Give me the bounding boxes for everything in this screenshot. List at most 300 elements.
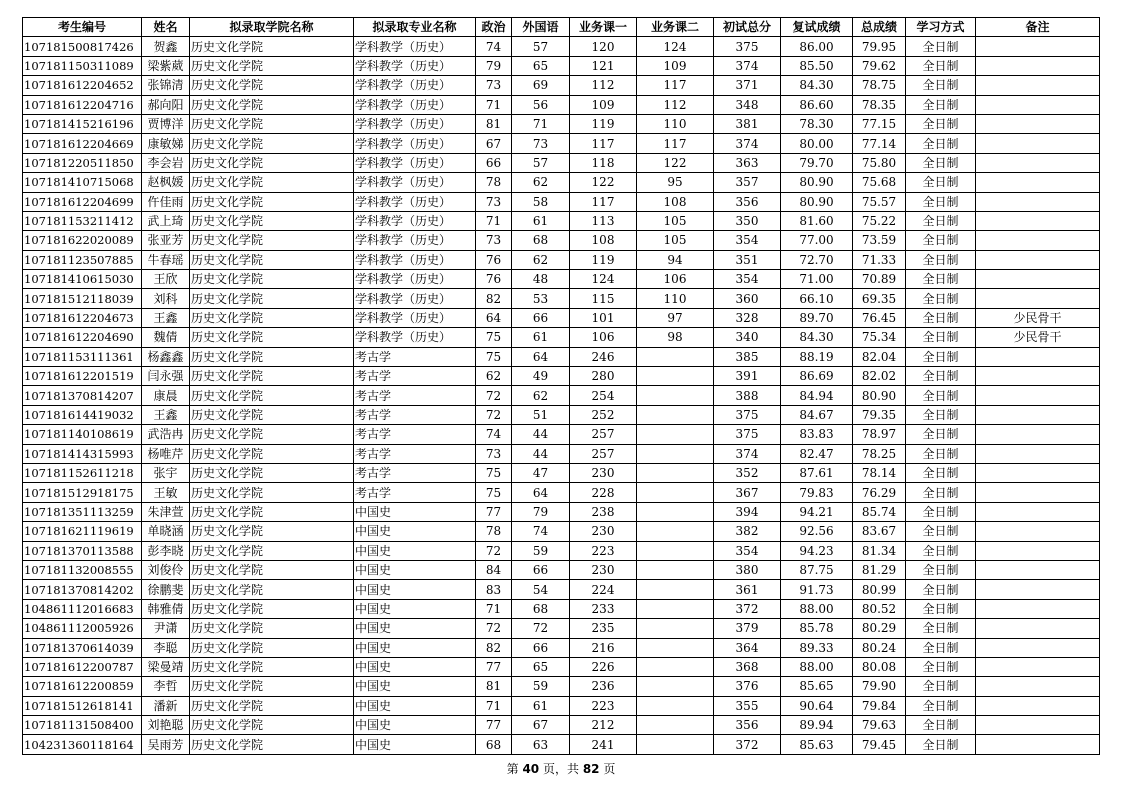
cell-study-mode: 全日制 (906, 173, 976, 192)
cell-remarks (976, 134, 1100, 153)
cell-initial-total: 374 (714, 56, 781, 75)
cell-major: 考古学 (354, 367, 476, 386)
table-row (23, 270, 1100, 289)
admission-table (22, 17, 1100, 755)
table-row (23, 347, 1100, 366)
cell-remarks (976, 696, 1100, 715)
cell-remarks (976, 580, 1100, 599)
table-row (23, 211, 1100, 230)
table-row (23, 541, 1100, 560)
cell-initial-total: 340 (714, 328, 781, 347)
cell-retest-score: 80.90 (781, 173, 853, 192)
cell-total-score: 71.33 (853, 250, 906, 269)
cell-college: 历史文化学院 (190, 37, 354, 56)
cell-course-one: 223 (570, 696, 637, 715)
cell-study-mode: 全日制 (906, 638, 976, 657)
cell-course-one: 113 (570, 211, 637, 230)
cell-foreign-language: 69 (512, 76, 570, 95)
cell-foreign-language: 48 (512, 270, 570, 289)
cell-course-two: 106 (637, 270, 714, 289)
cell-study-mode: 全日制 (906, 541, 976, 560)
cell-course-one: 228 (570, 483, 637, 502)
cell-major: 考古学 (354, 405, 476, 424)
cell-major: 中国史 (354, 619, 476, 638)
cell-politics: 84 (476, 560, 512, 579)
cell-name: 牛春瑶 (142, 250, 190, 269)
cell-total-score: 79.95 (853, 37, 906, 56)
cell-initial-total: 352 (714, 463, 781, 482)
cell-college: 历史文化学院 (190, 270, 354, 289)
cell-id: 107181150311089 (23, 56, 142, 75)
cell-course-one: 117 (570, 192, 637, 211)
table-row (23, 308, 1100, 327)
header-college: 拟录取学院名称 (190, 18, 354, 37)
cell-course-one: 212 (570, 716, 637, 735)
cell-politics: 76 (476, 270, 512, 289)
cell-study-mode: 全日制 (906, 231, 976, 250)
cell-major: 中国史 (354, 541, 476, 560)
cell-retest-score: 86.60 (781, 95, 853, 114)
cell-remarks: 少民骨干 (976, 308, 1100, 327)
cell-id: 107181612204716 (23, 95, 142, 114)
cell-politics: 82 (476, 289, 512, 308)
cell-name: 王欣 (142, 270, 190, 289)
cell-course-two: 109 (637, 56, 714, 75)
cell-college: 历史文化学院 (190, 211, 354, 230)
cell-course-two (637, 580, 714, 599)
table-row (23, 173, 1100, 192)
cell-total-score: 78.14 (853, 463, 906, 482)
cell-initial-total: 367 (714, 483, 781, 502)
cell-politics: 72 (476, 386, 512, 405)
cell-name: 杨鑫鑫 (142, 347, 190, 366)
cell-major: 学科教学（历史） (354, 134, 476, 153)
cell-foreign-language: 65 (512, 657, 570, 676)
cell-remarks (976, 444, 1100, 463)
cell-initial-total: 355 (714, 696, 781, 715)
cell-remarks (976, 735, 1100, 754)
cell-id: 107181370814207 (23, 386, 142, 405)
cell-course-two (637, 386, 714, 405)
table-row (23, 483, 1100, 502)
cell-study-mode: 全日制 (906, 56, 976, 75)
cell-course-two: 98 (637, 328, 714, 347)
cell-study-mode: 全日制 (906, 619, 976, 638)
cell-course-one: 109 (570, 95, 637, 114)
cell-course-one: 216 (570, 638, 637, 657)
table-row (23, 37, 1100, 56)
cell-name: 康敏娣 (142, 134, 190, 153)
cell-retest-score: 94.23 (781, 541, 853, 560)
cell-politics: 72 (476, 541, 512, 560)
cell-name: 尹潇 (142, 619, 190, 638)
cell-foreign-language: 54 (512, 580, 570, 599)
cell-id: 107181621119619 (23, 522, 142, 541)
header-foreign-language: 外国语 (512, 18, 570, 37)
cell-college: 历史文化学院 (190, 502, 354, 521)
cell-total-score: 69.35 (853, 289, 906, 308)
cell-total-score: 80.90 (853, 386, 906, 405)
cell-course-one: 224 (570, 580, 637, 599)
cell-course-two: 108 (637, 192, 714, 211)
cell-total-score: 79.84 (853, 696, 906, 715)
cell-remarks (976, 211, 1100, 230)
cell-course-two: 105 (637, 211, 714, 230)
cell-retest-score: 71.00 (781, 270, 853, 289)
cell-foreign-language: 44 (512, 425, 570, 444)
cell-study-mode: 全日制 (906, 153, 976, 172)
cell-course-one: 117 (570, 134, 637, 153)
header-major: 拟录取专业名称 (354, 18, 476, 37)
cell-course-two (637, 638, 714, 657)
cell-foreign-language: 61 (512, 696, 570, 715)
cell-major: 中国史 (354, 522, 476, 541)
cell-id: 107181152611218 (23, 463, 142, 482)
cell-course-two (637, 483, 714, 502)
cell-major: 学科教学（历史） (354, 231, 476, 250)
cell-id: 107181370113588 (23, 541, 142, 560)
cell-remarks (976, 657, 1100, 676)
cell-id: 107181220511850 (23, 153, 142, 172)
cell-name: 刘俊伶 (142, 560, 190, 579)
cell-major: 中国史 (354, 657, 476, 676)
cell-retest-score: 91.73 (781, 580, 853, 599)
cell-id: 107181612204673 (23, 308, 142, 327)
cell-study-mode: 全日制 (906, 211, 976, 230)
cell-initial-total: 354 (714, 541, 781, 560)
header-course-one: 业务课一 (570, 18, 637, 37)
cell-study-mode: 全日制 (906, 347, 976, 366)
cell-total-score: 79.63 (853, 716, 906, 735)
header-row (23, 18, 1100, 37)
cell-total-score: 70.89 (853, 270, 906, 289)
cell-remarks (976, 716, 1100, 735)
cell-study-mode: 全日制 (906, 425, 976, 444)
table-row (23, 522, 1100, 541)
cell-retest-score: 89.33 (781, 638, 853, 657)
cell-major: 学科教学（历史） (354, 192, 476, 211)
cell-total-score: 80.29 (853, 619, 906, 638)
cell-name: 李哲 (142, 677, 190, 696)
cell-foreign-language: 57 (512, 37, 570, 56)
cell-study-mode: 全日制 (906, 463, 976, 482)
cell-college: 历史文化学院 (190, 231, 354, 250)
cell-politics: 71 (476, 696, 512, 715)
cell-initial-total: 372 (714, 735, 781, 754)
cell-id: 107181370614039 (23, 638, 142, 657)
cell-remarks (976, 114, 1100, 133)
cell-name: 贾博洋 (142, 114, 190, 133)
cell-id: 107181351113259 (23, 502, 142, 521)
table-row (23, 367, 1100, 386)
cell-id: 107181614419032 (23, 405, 142, 424)
cell-retest-score: 72.70 (781, 250, 853, 269)
cell-course-two: 117 (637, 76, 714, 95)
cell-course-one: 280 (570, 367, 637, 386)
cell-course-one: 115 (570, 289, 637, 308)
cell-id: 104231360118164 (23, 735, 142, 754)
cell-foreign-language: 64 (512, 483, 570, 502)
cell-politics: 75 (476, 347, 512, 366)
cell-total-score: 82.04 (853, 347, 906, 366)
cell-id: 107181415216196 (23, 114, 142, 133)
footer-page-number: 40 (522, 762, 540, 776)
table-row (23, 502, 1100, 521)
cell-major: 学科教学（历史） (354, 76, 476, 95)
cell-id: 107181612201519 (23, 367, 142, 386)
cell-foreign-language: 71 (512, 114, 570, 133)
cell-foreign-language: 73 (512, 134, 570, 153)
cell-name: 张锦清 (142, 76, 190, 95)
cell-retest-score: 80.00 (781, 134, 853, 153)
cell-remarks (976, 560, 1100, 579)
cell-foreign-language: 68 (512, 231, 570, 250)
cell-total-score: 78.25 (853, 444, 906, 463)
cell-college: 历史文化学院 (190, 483, 354, 502)
cell-politics: 79 (476, 56, 512, 75)
cell-course-one: 108 (570, 231, 637, 250)
cell-course-one: 119 (570, 250, 637, 269)
cell-retest-score: 83.83 (781, 425, 853, 444)
cell-initial-total: 385 (714, 347, 781, 366)
cell-college: 历史文化学院 (190, 677, 354, 696)
cell-course-one: 112 (570, 76, 637, 95)
cell-college: 历史文化学院 (190, 560, 354, 579)
cell-study-mode: 全日制 (906, 95, 976, 114)
cell-remarks (976, 619, 1100, 638)
cell-major: 中国史 (354, 735, 476, 754)
cell-college: 历史文化学院 (190, 192, 354, 211)
cell-initial-total: 364 (714, 638, 781, 657)
cell-remarks (976, 502, 1100, 521)
cell-major: 中国史 (354, 716, 476, 735)
cell-foreign-language: 61 (512, 211, 570, 230)
cell-college: 历史文化学院 (190, 638, 354, 657)
cell-initial-total: 379 (714, 619, 781, 638)
cell-politics: 75 (476, 483, 512, 502)
cell-foreign-language: 44 (512, 444, 570, 463)
cell-course-one: 101 (570, 308, 637, 327)
cell-course-two (637, 619, 714, 638)
cell-major: 考古学 (354, 425, 476, 444)
cell-retest-score: 78.30 (781, 114, 853, 133)
cell-course-one: 246 (570, 347, 637, 366)
cell-college: 历史文化学院 (190, 153, 354, 172)
cell-politics: 83 (476, 580, 512, 599)
cell-total-score: 75.57 (853, 192, 906, 211)
cell-foreign-language: 59 (512, 541, 570, 560)
cell-id: 107181153211412 (23, 211, 142, 230)
cell-college: 历史文化学院 (190, 522, 354, 541)
cell-foreign-language: 68 (512, 599, 570, 618)
table-row (23, 444, 1100, 463)
cell-total-score: 80.99 (853, 580, 906, 599)
cell-remarks (976, 386, 1100, 405)
cell-total-score: 81.34 (853, 541, 906, 560)
cell-politics: 76 (476, 250, 512, 269)
cell-retest-score: 87.61 (781, 463, 853, 482)
footer-suffix: 页 (603, 762, 616, 776)
cell-course-one: 257 (570, 425, 637, 444)
cell-college: 历史文化学院 (190, 56, 354, 75)
cell-id: 107181153111361 (23, 347, 142, 366)
cell-college: 历史文化学院 (190, 619, 354, 638)
cell-id: 107181612204690 (23, 328, 142, 347)
cell-id: 107181414315993 (23, 444, 142, 463)
header-politics: 政治 (476, 18, 512, 37)
cell-college: 历史文化学院 (190, 250, 354, 269)
cell-remarks (976, 367, 1100, 386)
cell-course-one: 226 (570, 657, 637, 676)
cell-remarks (976, 231, 1100, 250)
cell-course-one: 121 (570, 56, 637, 75)
cell-foreign-language: 51 (512, 405, 570, 424)
cell-study-mode: 全日制 (906, 560, 976, 579)
cell-study-mode: 全日制 (906, 270, 976, 289)
cell-initial-total: 388 (714, 386, 781, 405)
cell-total-score: 75.22 (853, 211, 906, 230)
cell-remarks (976, 483, 1100, 502)
table-row (23, 599, 1100, 618)
cell-total-score: 83.67 (853, 522, 906, 541)
page-footer (0, 760, 1122, 777)
cell-initial-total: 374 (714, 134, 781, 153)
cell-study-mode: 全日制 (906, 37, 976, 56)
cell-total-score: 79.90 (853, 677, 906, 696)
cell-id: 107181131508400 (23, 716, 142, 735)
cell-major: 学科教学（历史） (354, 56, 476, 75)
cell-initial-total: 376 (714, 677, 781, 696)
cell-remarks (976, 522, 1100, 541)
table-row (23, 289, 1100, 308)
table-row (23, 560, 1100, 579)
cell-politics: 66 (476, 153, 512, 172)
cell-course-one: 230 (570, 463, 637, 482)
cell-initial-total: 381 (714, 114, 781, 133)
cell-total-score: 82.02 (853, 367, 906, 386)
cell-foreign-language: 59 (512, 677, 570, 696)
cell-name: 武上琦 (142, 211, 190, 230)
cell-remarks (976, 677, 1100, 696)
cell-initial-total: 354 (714, 231, 781, 250)
cell-retest-score: 88.00 (781, 599, 853, 618)
cell-initial-total: 375 (714, 425, 781, 444)
cell-course-two (637, 657, 714, 676)
cell-course-one: 118 (570, 153, 637, 172)
cell-remarks (976, 289, 1100, 308)
cell-study-mode: 全日制 (906, 696, 976, 715)
cell-course-two (637, 347, 714, 366)
cell-name: 贺鑫 (142, 37, 190, 56)
cell-college: 历史文化学院 (190, 95, 354, 114)
cell-course-one: 119 (570, 114, 637, 133)
cell-foreign-language: 72 (512, 619, 570, 638)
cell-name: 李会岩 (142, 153, 190, 172)
cell-major: 学科教学（历史） (354, 211, 476, 230)
cell-id: 107181512918175 (23, 483, 142, 502)
cell-remarks: 少民骨干 (976, 328, 1100, 347)
cell-course-one: 252 (570, 405, 637, 424)
cell-politics: 67 (476, 134, 512, 153)
cell-major: 中国史 (354, 580, 476, 599)
cell-college: 历史文化学院 (190, 696, 354, 715)
cell-college: 历史文化学院 (190, 386, 354, 405)
cell-retest-score: 85.78 (781, 619, 853, 638)
cell-course-two: 110 (637, 289, 714, 308)
table-row (23, 328, 1100, 347)
cell-remarks (976, 347, 1100, 366)
table-row (23, 696, 1100, 715)
cell-name: 梁曼靖 (142, 657, 190, 676)
table-row (23, 192, 1100, 211)
cell-total-score: 78.35 (853, 95, 906, 114)
cell-politics: 77 (476, 502, 512, 521)
cell-initial-total: 375 (714, 405, 781, 424)
cell-name: 韩雅倩 (142, 599, 190, 618)
header-total-score: 总成绩 (853, 18, 906, 37)
cell-name: 张亚芳 (142, 231, 190, 250)
cell-foreign-language: 61 (512, 328, 570, 347)
cell-initial-total: 371 (714, 76, 781, 95)
cell-major: 中国史 (354, 638, 476, 657)
cell-foreign-language: 74 (512, 522, 570, 541)
cell-name: 魏倩 (142, 328, 190, 347)
cell-major: 中国史 (354, 677, 476, 696)
cell-id: 107181370814202 (23, 580, 142, 599)
cell-retest-score: 88.19 (781, 347, 853, 366)
cell-course-two: 112 (637, 95, 714, 114)
cell-name: 李聪 (142, 638, 190, 657)
table-row (23, 114, 1100, 133)
cell-id: 104861112016683 (23, 599, 142, 618)
cell-college: 历史文化学院 (190, 463, 354, 482)
cell-politics: 75 (476, 328, 512, 347)
cell-politics: 74 (476, 425, 512, 444)
cell-study-mode: 全日制 (906, 677, 976, 696)
cell-major: 学科教学（历史） (354, 328, 476, 347)
cell-foreign-language: 58 (512, 192, 570, 211)
cell-remarks (976, 153, 1100, 172)
table-row (23, 56, 1100, 75)
cell-id: 107181612204669 (23, 134, 142, 153)
cell-major: 学科教学（历史） (354, 37, 476, 56)
cell-foreign-language: 56 (512, 95, 570, 114)
cell-course-two (637, 677, 714, 696)
cell-total-score: 78.75 (853, 76, 906, 95)
cell-retest-score: 82.47 (781, 444, 853, 463)
cell-retest-score: 66.10 (781, 289, 853, 308)
cell-remarks (976, 638, 1100, 657)
cell-id: 107181512118039 (23, 289, 142, 308)
cell-foreign-language: 67 (512, 716, 570, 735)
cell-initial-total: 357 (714, 173, 781, 192)
cell-politics: 78 (476, 173, 512, 192)
cell-course-two (637, 696, 714, 715)
cell-foreign-language: 47 (512, 463, 570, 482)
cell-initial-total: 375 (714, 37, 781, 56)
cell-politics: 73 (476, 444, 512, 463)
cell-major: 考古学 (354, 463, 476, 482)
cell-id: 107181140108619 (23, 425, 142, 444)
cell-initial-total: 372 (714, 599, 781, 618)
cell-major: 学科教学（历史） (354, 95, 476, 114)
cell-politics: 71 (476, 211, 512, 230)
cell-course-two (637, 425, 714, 444)
cell-retest-score: 77.00 (781, 231, 853, 250)
cell-total-score: 77.14 (853, 134, 906, 153)
cell-major: 中国史 (354, 696, 476, 715)
cell-id: 107181123507885 (23, 250, 142, 269)
